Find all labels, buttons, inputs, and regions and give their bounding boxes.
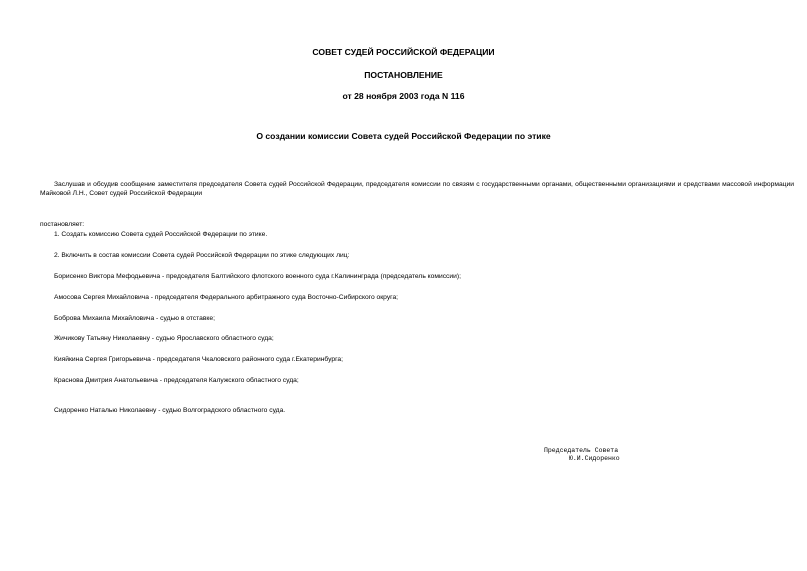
- council-heading: СОВЕТ СУДЕЙ РОССИЙСКОЙ ФЕДЕРАЦИИ: [312, 47, 495, 57]
- item-1: 1. Создать комиссию Совета судей Российской Федерации по этике.: [54, 231, 268, 238]
- member-item: Краснова Дмитрия Анатольевича - председателя Калужского областного суда;: [54, 377, 299, 384]
- member-item: Кияйкина Сергея Григорьевича - председателя Чкаловского районного суда г.Екатеринбурга;: [54, 356, 343, 363]
- document-title: О создании комиссии Совета судей Российской Федерации по этике: [256, 131, 551, 141]
- member-item: Боброва Михаила Михайловича - судью в отставке;: [54, 315, 215, 322]
- item-2: 2. Включить в состав комиссии Совета судей Российской Федерации по этике следующих лиц:: [54, 252, 350, 259]
- intro-paragraph: Заслушав и обсудив сообщение заместителя председателя Совета судей Российской Федерации, председателя комиссии по связям с государственными органами, общественными организациями и средствами массовой информации Майковой Л.Н., Совет судей Российской Федерации: [40, 181, 794, 197]
- member-item: Сидоренко Наталью Николаевну - судью Волгоградского областного суда.: [54, 407, 286, 414]
- signature-name: Ю.И.Сидоренко: [569, 455, 620, 462]
- document-type: ПОСТАНОВЛЕНИЕ: [364, 70, 443, 80]
- resolves-text: постановляет:: [40, 221, 85, 228]
- member-item: Амосова Сергея Михайловича - председателя Федерального арбитражного суда Восточно-Сибирского округа;: [54, 294, 399, 301]
- signature-position: Председатель Совета: [544, 447, 619, 454]
- member-item: Борисенко Виктора Мефодьевича - председателя Балтийского флотского военного суда г.Калининграда (председатель комиссии);: [54, 273, 461, 280]
- document-date-number: от 28 ноября 2003 года N 116: [342, 91, 465, 101]
- member-item: Жичикову Татьяну Николаевну - судью Ярославского областного суда;: [54, 335, 274, 342]
